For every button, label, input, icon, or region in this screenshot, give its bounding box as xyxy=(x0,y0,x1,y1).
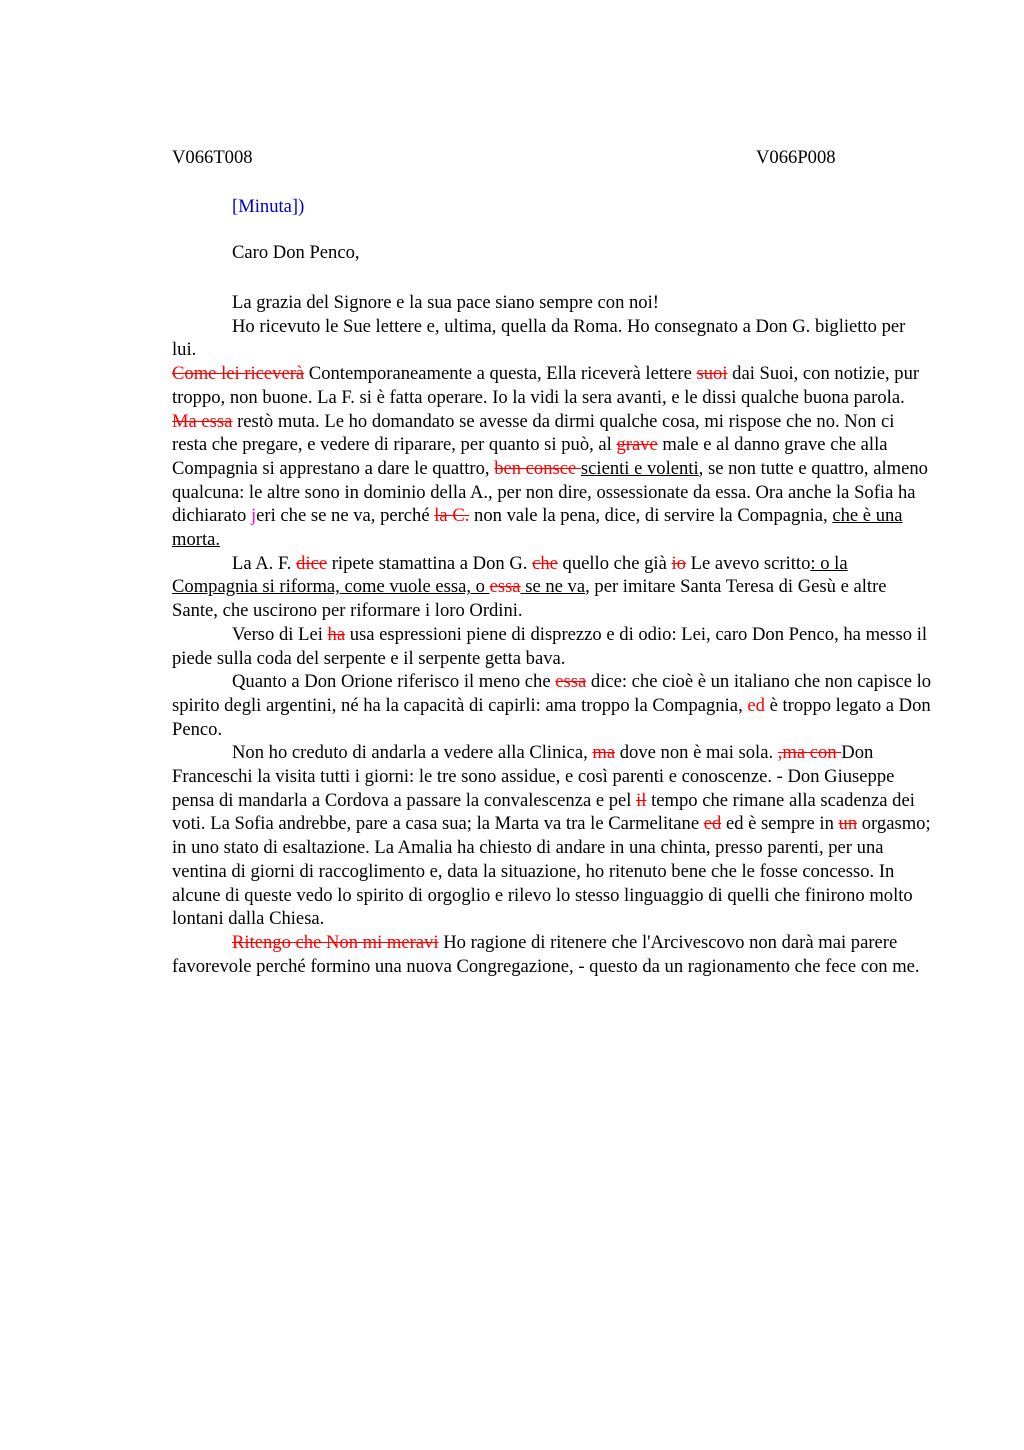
text-run: Non ho creduto di andarla a vedere alla Clinica, xyxy=(232,742,593,764)
deleted-text: io xyxy=(671,552,686,574)
letter-paragraph xyxy=(172,552,932,623)
letter-paragraph xyxy=(172,362,932,552)
deleted-text: che xyxy=(532,552,558,574)
text-run: Ho ragione di ritenere che l'Arcivescovo non darà mai parere favorevole perché formino una nuova Congregazione, - questo da un ragionamento che fece con me. xyxy=(172,931,920,977)
deleted-text: ha xyxy=(327,623,346,645)
letter-paragraph xyxy=(172,741,932,931)
text-run: Don Franceschi la visita tutti i giorni: le tre sono assidue, e così parenti e conoscenze. - Don Giuseppe pensa di mandarla a Cordova a passare la convalescenza e pel xyxy=(172,742,895,811)
text-run: Quanto a Don Orione riferisco il meno che xyxy=(232,671,556,693)
text-run: dai Suoi, con notizie, pur troppo, non buone. La F. si è fatta operare. Io la vidi la sera avanti, e le dissi qualche buona parola. xyxy=(172,363,920,408)
deleted-text: ed xyxy=(703,813,722,835)
text-run: ripete stamattina a Don G. xyxy=(327,552,533,574)
underlined-text: che è una morta. xyxy=(172,505,903,551)
text-run: La A. F. xyxy=(232,552,297,574)
deleted-text: Come lei riceverà xyxy=(172,363,305,385)
text-run: Le avevo scritto xyxy=(685,552,811,574)
text-run: , per imitare Santa Teresa di Gesù e altre Sante, che uscirono per riformare i loro Ordini. xyxy=(172,576,887,622)
text-run: dice: che cioè è un italiano che non capisce lo spirito degli argentini, né ha la capacità di capirli: ama troppo la Compagnia, xyxy=(172,671,932,716)
letter-paragraph xyxy=(172,670,932,741)
deleted-text: suoi xyxy=(696,363,728,385)
deleted-text: il xyxy=(636,789,647,811)
text-run: quello che già xyxy=(557,552,672,574)
deleted-text: Ritengo che Non mi meravi xyxy=(232,931,439,953)
text-run: ed xyxy=(747,694,765,716)
text-run: , se non tutte e quattro, almeno qualcuna: le altre sono in dominio della A., per non dire, ossessionate da essa. Ora anche la Sofia ha dichiarato xyxy=(172,457,928,527)
text-run: La grazia del Signore e la sua pace siano sempre con noi! xyxy=(232,292,659,313)
underlined-text: : o la Compagnia si riforma, come vuole essa, o xyxy=(172,552,848,598)
text-run: restò muta. Le ho domandato se avesse da dirmi qualche cosa, mi rispose che no. Non ci resta che pregare, e vedere di riparare, per quanto si può, al xyxy=(172,410,895,456)
deleted-text: un xyxy=(838,813,858,835)
deleted-text: dice xyxy=(296,552,328,574)
salutation: Caro Don Penco, xyxy=(232,242,360,263)
text-run: Verso di Lei xyxy=(232,623,328,645)
letter-paragraph xyxy=(172,315,932,362)
document-code-right: V066P008 xyxy=(756,147,836,168)
text-run: usa espressioni piene di disprezzo e di odio: Lei, caro Don Penco, ha messo il piede sulla coda del serpente e il serpente getta bava. xyxy=(172,623,928,669)
text-run: Contemporaneamente a questa, Ella riceverà lettere xyxy=(304,363,697,385)
letter-paragraph xyxy=(172,623,932,670)
text-run: orgasmo; in uno stato di esaltazione. La Amalia ha chiesto di andare in una chinta, presso parenti, per una ventina di giorni di raccoglimento e, data la situazione, ho ritenuto bene che le fosse concesso. In alcune di queste vedo lo spirito di orgoglio e rilevo lo stesso linguaggio di quelli che finirono molto lontani dalla Chiesa. xyxy=(172,813,931,930)
underlined-text: se ne va xyxy=(520,576,586,598)
text-run: non vale la pena, dice, di servire la Compagnia, xyxy=(469,505,833,527)
text-run: dove non è mai sola. xyxy=(615,742,778,764)
underlined-text: scienti e volenti xyxy=(580,457,699,479)
text-run: eri che se ne va, perché xyxy=(256,505,435,527)
text-run: male e al danno grave che alla Compagnia si apprestano a dare le quattro, xyxy=(172,434,888,479)
deleted-text: grave xyxy=(616,434,658,456)
minuta-note: [Minuta]) xyxy=(232,196,305,217)
deleted-text: ma xyxy=(592,742,616,764)
deleted-text: la C. xyxy=(434,505,470,527)
text-run: ed è sempre in xyxy=(721,813,839,835)
deleted-text: essa xyxy=(489,576,521,598)
text-run: j xyxy=(251,505,257,527)
text-run: tempo che rimane alla scadenza dei voti. La Sofia andrebbe, pare a casa sua; la Marta va tra le Carmelitane xyxy=(172,789,915,835)
letter-paragraph xyxy=(172,291,932,315)
deleted-text: ,ma con xyxy=(777,742,842,764)
deleted-text: Ma essa xyxy=(172,410,233,432)
letter-body xyxy=(172,291,932,978)
letter-paragraph xyxy=(172,931,932,978)
deleted-text: ben consce xyxy=(494,457,581,479)
text-run: Ho ricevuto le Sue lettere e, ultima, quella da Roma. Ho consegnato a Don G. biglietto per lui. xyxy=(172,315,906,361)
deleted-text: essa xyxy=(555,671,587,693)
document-code-left: V066T008 xyxy=(172,147,253,168)
text-run: è troppo legato a Don Penco. xyxy=(172,694,931,740)
